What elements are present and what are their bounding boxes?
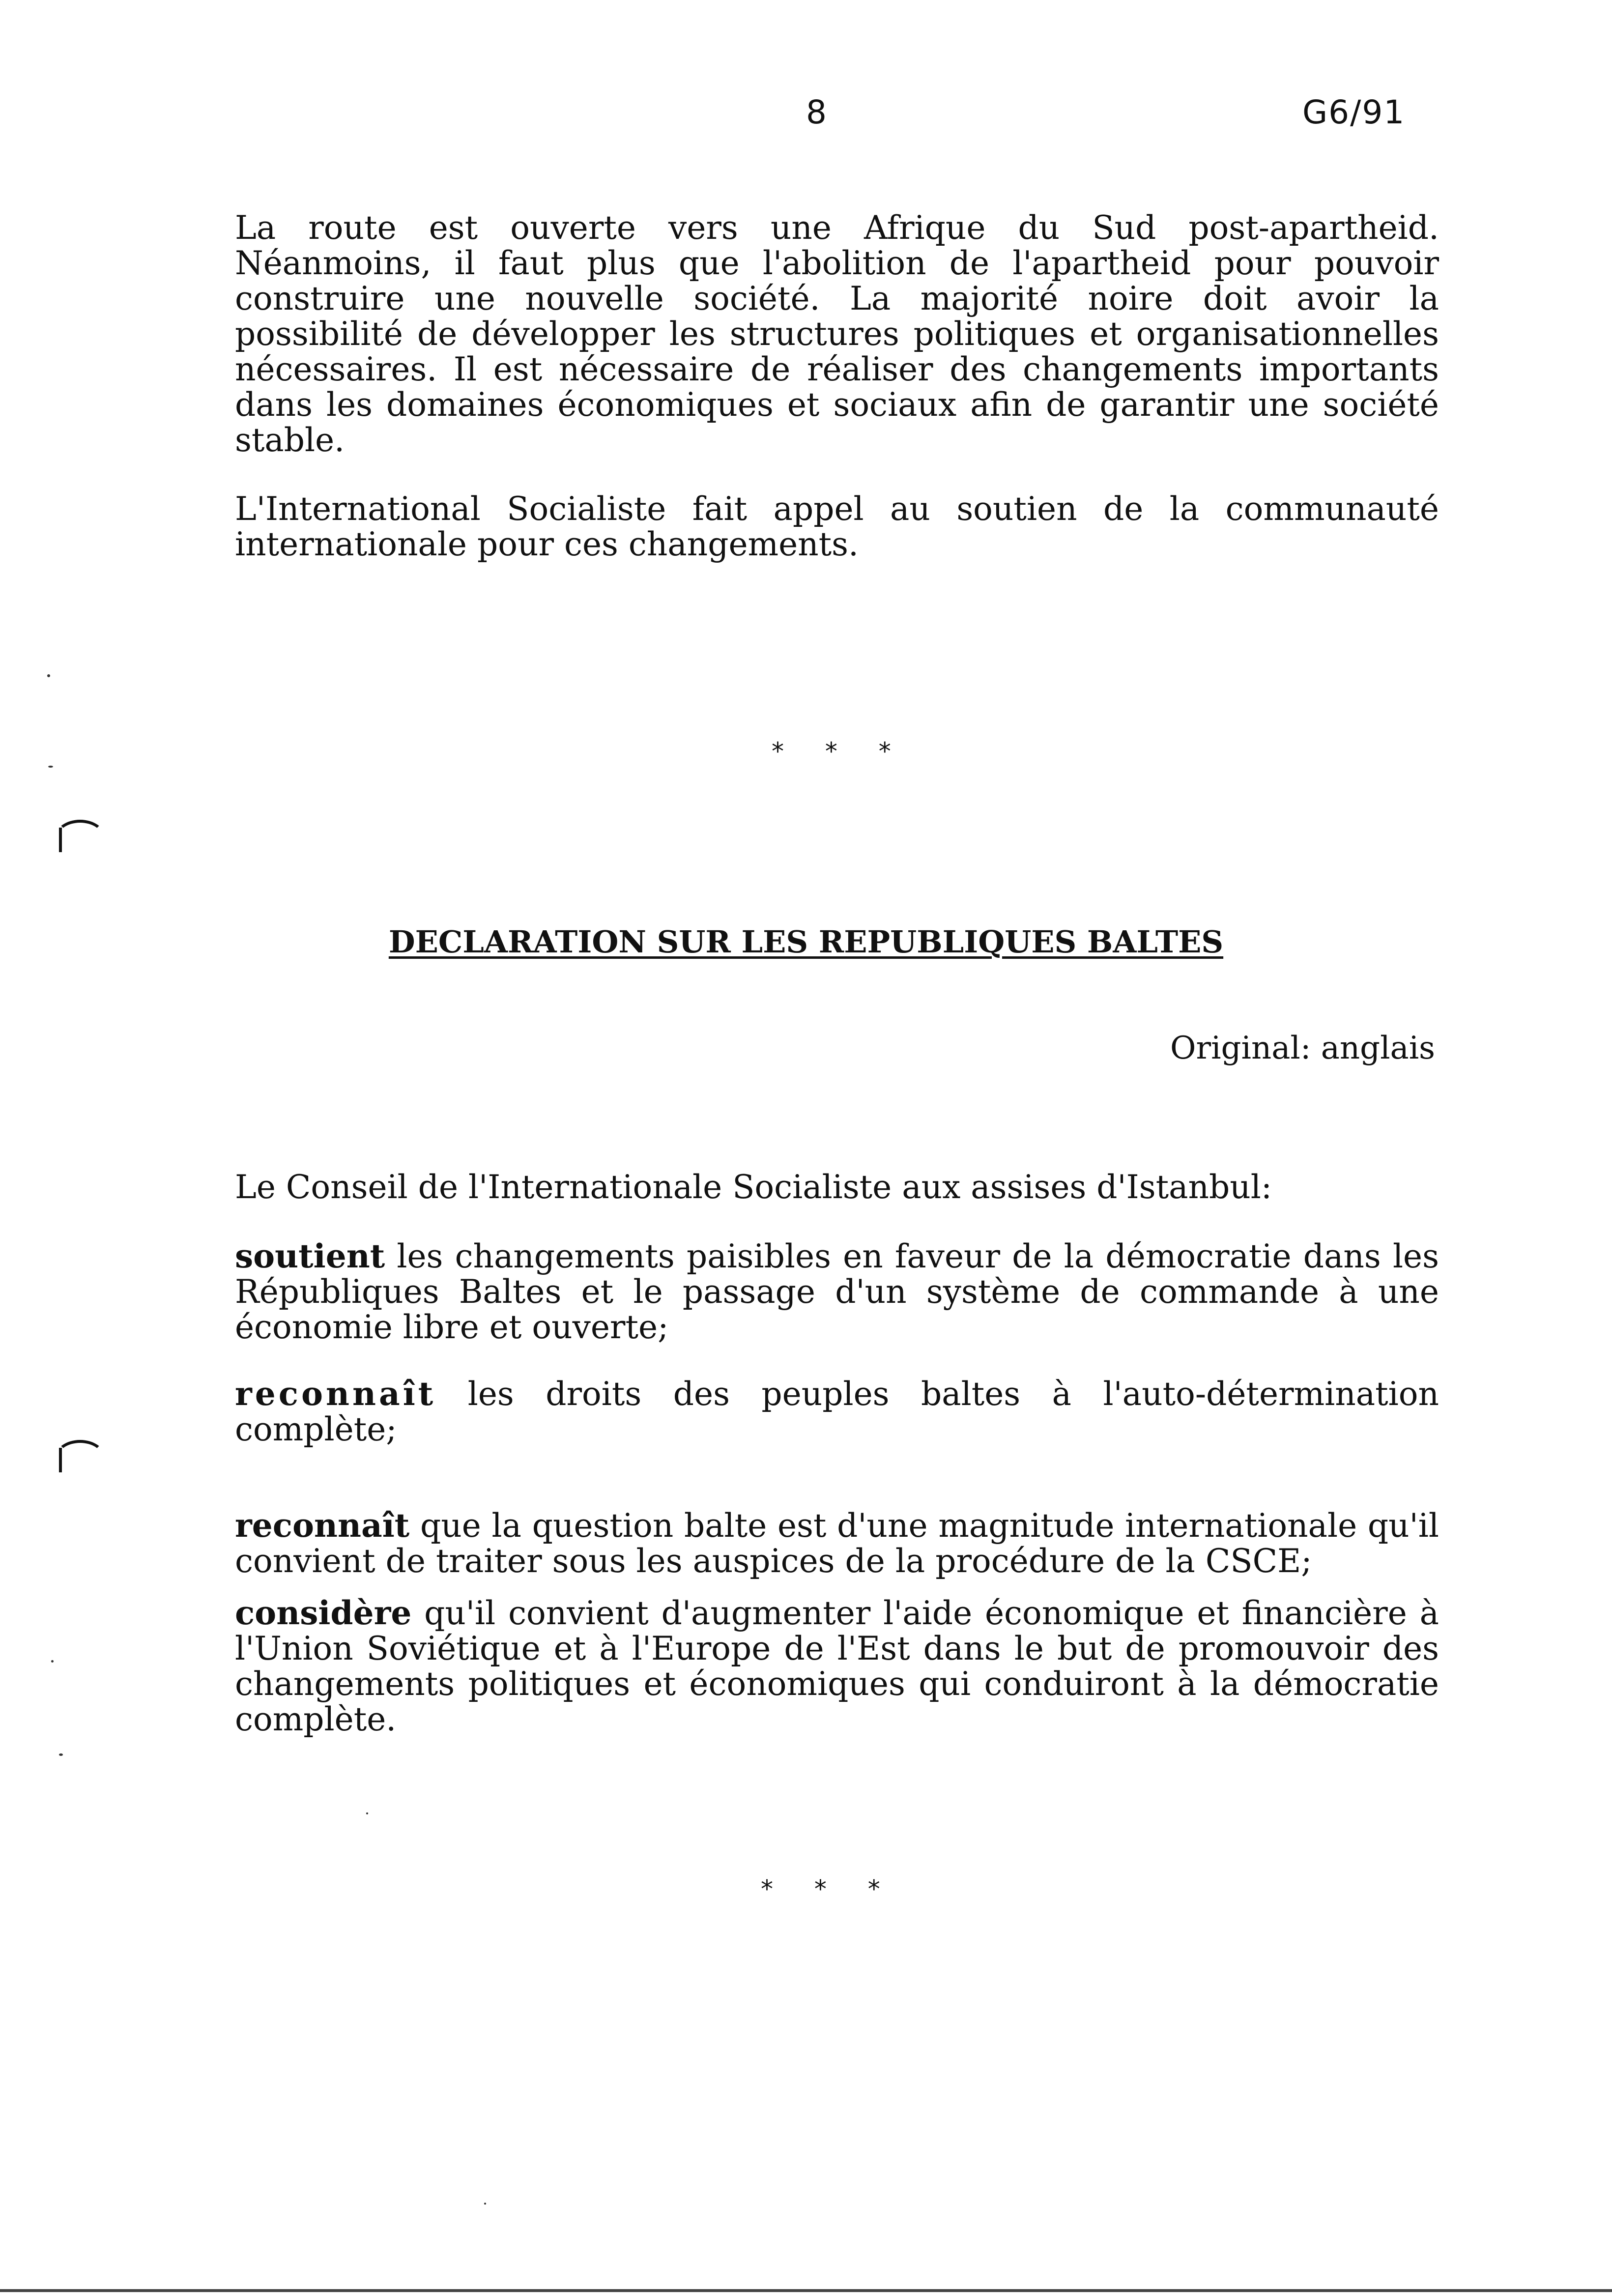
- declaration-text: qu'il convient d'augmenter l'aide économique et financière à l'Union Soviétique et à l'Europe de l'Est dans le but de promouvoir des changements politiques et économiques qui conduiront à la démocratie complète.: [235, 1594, 1439, 1738]
- page-number: 8: [806, 93, 827, 131]
- document-reference: G6/91: [1302, 93, 1406, 131]
- section-separator: * * *: [761, 1875, 882, 1903]
- declaration-item: [235, 1376, 1439, 1447]
- declaration-item: [235, 1508, 1439, 1579]
- scan-speck: [48, 766, 53, 768]
- declaration-text: les changements paisibles en faveur de la démocratie dans les Républiques Baltes et le passage d'un système de commande à une économie libre et ouverte;: [235, 1237, 1439, 1346]
- original-language-note: Original: anglais: [1170, 1030, 1435, 1066]
- section-separator: * * *: [772, 737, 893, 766]
- scan-edge-line: [0, 2289, 1612, 2292]
- declaration-item: [235, 1238, 1439, 1345]
- scan-speck: [59, 1753, 63, 1756]
- binder-hole-mark: [55, 820, 105, 855]
- declaration-keyword: reconnaît: [235, 1506, 410, 1545]
- declaration-text: les droits des peuples baltes à l'auto-détermination complète;: [235, 1375, 1439, 1448]
- declaration-keyword: reconnaît: [235, 1375, 436, 1413]
- binder-hole-mark: [55, 1440, 105, 1475]
- declaration-title: DECLARATION SUR LES REPUBLIQUES BALTES: [388, 924, 1224, 960]
- declaration-text: que la question balte est d'une magnitude internationale qu'il convient de traiter sous les auspices de la procédure de la CSCE;: [235, 1507, 1439, 1580]
- declaration-keyword: considère: [235, 1594, 412, 1632]
- scan-speck: [47, 674, 50, 677]
- scan-speck: [51, 1660, 54, 1663]
- declaration-item: [235, 1595, 1439, 1737]
- paragraph-south-africa: La route est ouverte vers une Afrique du Sud post-apartheid. Néanmoins, il faut plus que l'abolition de l'apartheid pour pouvoir construire une nouvelle société. La majorité noire doit avoir la possibilité de développer les structures politiques et organisationnelles nécessaires. Il est nécessaire de réaliser des changements importants dans les domaines économiques et sociaux afin de garantir une société stable.: [235, 209, 1439, 459]
- declaration-intro: Le Conseil de l'Internationale Socialiste aux assises d'Istanbul:: [235, 1168, 1272, 1206]
- scan-speck: [484, 2203, 486, 2205]
- paragraph-international-appeal: L'International Socialiste fait appel au soutien de la communauté internationale pour ces changements.: [235, 490, 1439, 563]
- declaration-keyword: soutient: [235, 1237, 385, 1275]
- scan-speck: [366, 1812, 368, 1814]
